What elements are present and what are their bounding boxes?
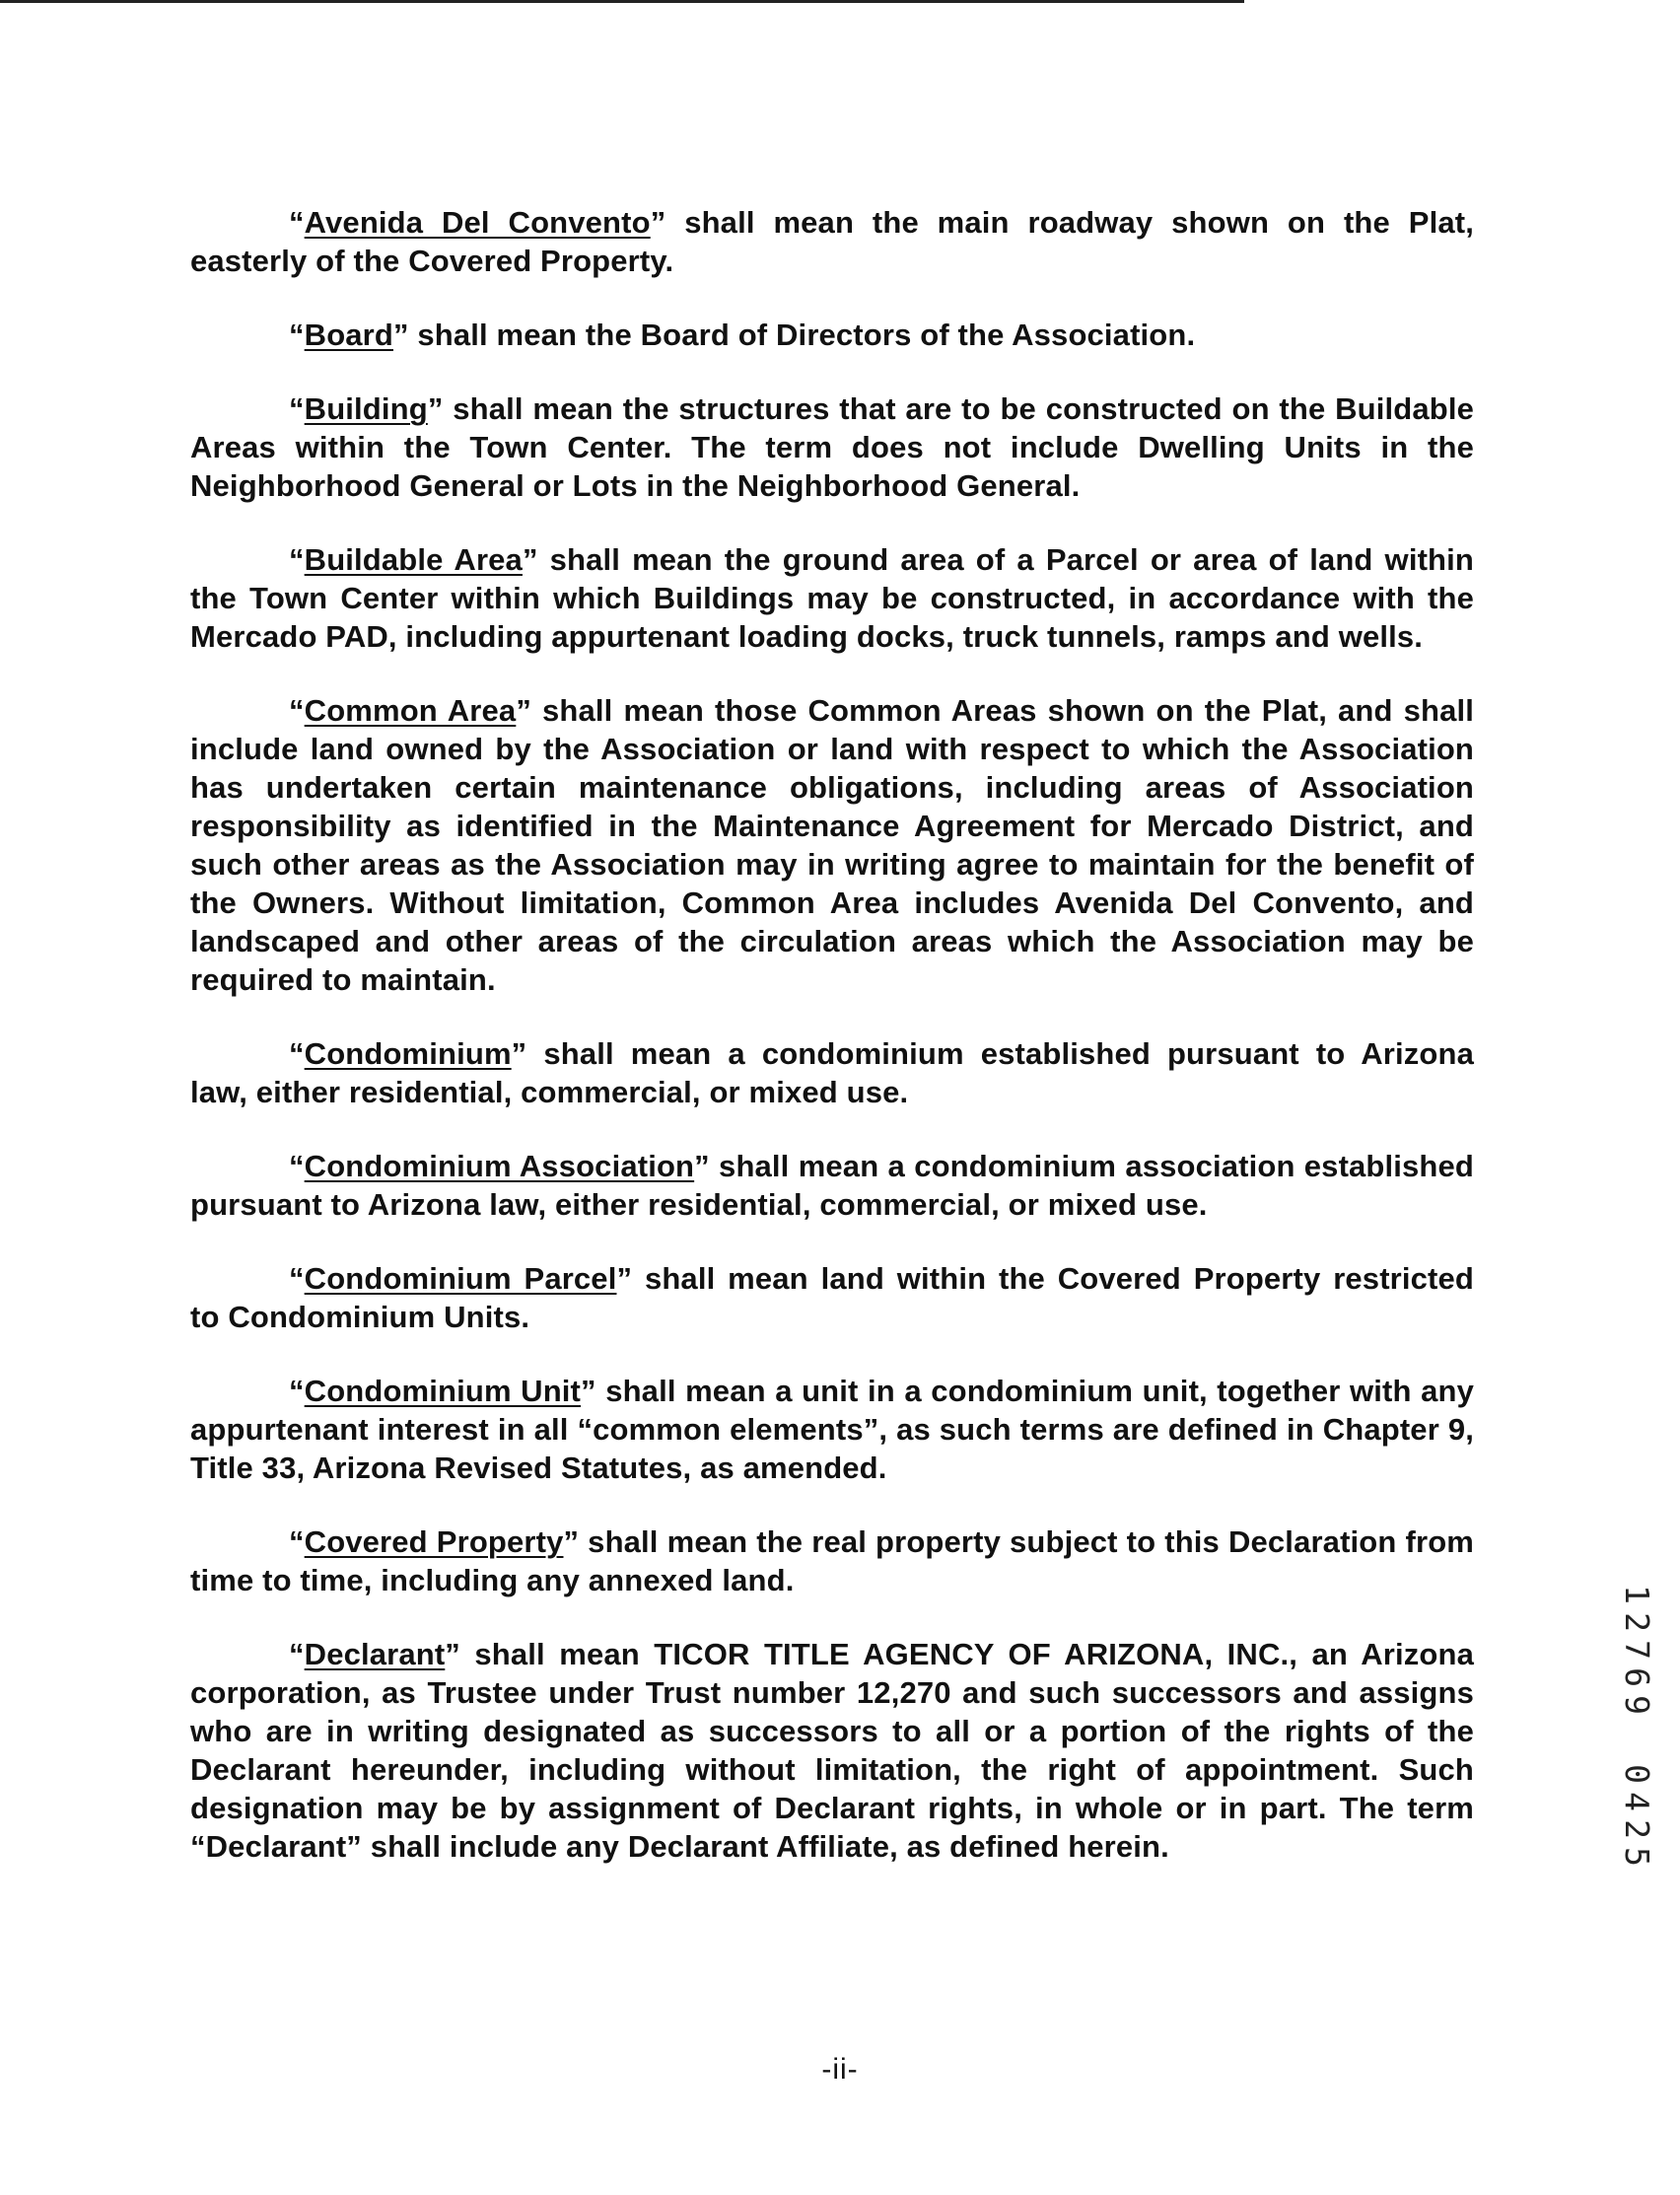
top-border-line	[0, 0, 1244, 3]
definition-covered-property: “Covered Property” shall mean the real property subject to this Declaration from time to time, including any annexed land.	[190, 1524, 1475, 1597]
definition-condominium-association: “Condominium Association” shall mean a condominium association established pursuant to Arizona law, either residential, commercial, or mixed use.	[190, 1149, 1474, 1222]
definition-text: shall mean a condominium association established pursuant to Arizona law, either residential, commercial, or mixed use.	[190, 1149, 1474, 1222]
recording-stamp-part-1	[1617, 1581, 1656, 1719]
definition-text: shall mean the Board of Directors of the Association.	[408, 318, 1196, 352]
definition-condominium: “Condominium” shall mean a condominium established pursuant to Arizona law, either residential, commercial, or mixed use.	[190, 1036, 1474, 1109]
recording-stamp-digit: 6	[1618, 1667, 1656, 1687]
definition-text: shall mean the real property subject to this Declaration from time to time, including any annexed land.	[190, 1524, 1475, 1597]
recording-stamp-digit: 4	[1618, 1792, 1656, 1811]
definition-text: shall mean those Common Areas shown on the Plat, and shall include land owned by the Association or land with respect to which the Association has undertaken certain maintenance obligations, including areas of Association responsibility as identified in the Maintenance Agreement for Mercado District, and such other areas as the Association may in writing agree to maintain for the benefit of the Owners. Without limitation, Common Area includes Avenida Del Convento, and landscaped and other areas of the circulation areas which the Association may be required to maintain.	[190, 693, 1474, 997]
recording-stamp-digit: 0	[1618, 1764, 1656, 1784]
definition-building: “Building” shall mean the structures that are to be constructed on the Buildable Areas within the Town Center. The term does not include Dwelling Units in the Neighborhood General or Lots in the Neighborhood General.	[190, 391, 1474, 503]
definition-text: shall mean a unit in a condominium unit, together with any appurtenant interest in all “common elements”, as such terms are defined in Chapter 9, Title 33, Arizona Revised Statutes, as amended.	[190, 1374, 1474, 1485]
recording-stamp-digit: 2	[1618, 1819, 1656, 1839]
definition-text: shall mean land within the Covered Property restricted to Condominium Units.	[190, 1261, 1474, 1334]
defined-term: Declarant	[304, 1637, 446, 1671]
definition-text: shall mean TICOR TITLE AGENCY OF ARIZONA, INC., an Arizona corporation, as Trustee under Trust number 12,270 and such successors and assigns who are in writing designated as successors to all or a portion of the rights of the Declarant hereunder, including without limitation, the right of appointment. Such designation may be by assignment of Declarant rights, in whole or in part. The term “Declarant” shall include any Declarant Affiliate, as defined herein.	[190, 1637, 1474, 1864]
defined-term: Condominium Unit	[304, 1374, 582, 1408]
defined-term: Covered Property	[304, 1524, 564, 1559]
defined-term: Board	[304, 318, 393, 352]
defined-term: Condominium Parcel	[304, 1261, 617, 1296]
defined-term: Buildable Area	[304, 542, 523, 577]
definition-text: shall mean the structures that are to be constructed on the Buildable Areas within the Town Center. The term does not include Dwelling Units in the Neighborhood General or Lots in the Neighborhood General.	[190, 391, 1474, 503]
definitions-section	[190, 203, 1474, 1901]
defined-term: Common Area	[304, 693, 517, 728]
recording-stamp-digit: 9	[1618, 1695, 1656, 1715]
defined-term: Condominium Association	[304, 1149, 695, 1183]
recording-stamp-digit: 5	[1618, 1847, 1656, 1867]
definition-text: shall mean the main roadway shown on the Plat, easterly of the Covered Property.	[190, 205, 1474, 278]
definition-common-area: “Common Area” shall mean those Common Areas shown on the Plat, and shall include land owned by the Association or land with respect to which the Association has undertaken certain maintenance obligations, including areas of Association responsibility as identified in the Maintenance Agreement for Mercado District, and such other areas as the Association may in writing agree to maintain for the benefit of the Owners. Without limitation, Common Area includes Avenida Del Convento, and landscaped and other areas of the circulation areas which the Association may be required to maintain.	[190, 693, 1474, 997]
definition-text: shall mean the ground area of a Parcel or area of land within the Town Center within which Buildings may be constructed, in accordance with the Mercado PAD, including appurtenant loading docks, truck tunnels, ramps and wells.	[190, 542, 1474, 654]
definition-avenida-del-convento: “Avenida Del Convento” shall mean the main roadway shown on the Plat, easterly of the Covered Property.	[190, 205, 1474, 278]
definition-text: shall mean a condominium established pursuant to Arizona law, either residential, commercial, or mixed use.	[190, 1036, 1474, 1109]
page-number: -ii-	[821, 2053, 859, 2086]
definition-board: “Board” shall mean the Board of Directors of the Association.	[289, 318, 1196, 352]
recording-stamp-digit: 7	[1618, 1640, 1656, 1660]
defined-term: Building	[304, 391, 428, 426]
recording-stamp	[1617, 1581, 1656, 1871]
defined-term: Condominium	[304, 1036, 512, 1071]
defined-term: Avenida Del Convento	[304, 205, 651, 240]
definition-buildable-area: “Buildable Area” shall mean the ground area of a Parcel or area of land within the Town Center within which Buildings may be constructed, in accordance with the Mercado PAD, including appurtenant loading docks, truck tunnels, ramps and wells.	[190, 542, 1474, 654]
recording-stamp-digit: 2	[1618, 1612, 1656, 1632]
recording-stamp-part-2	[1617, 1760, 1656, 1871]
definition-condominium-unit: “Condominium Unit” shall mean a unit in a condominium unit, together with any appurtenant interest in all “common elements”, as such terms are defined in Chapter 9, Title 33, Arizona Revised Statutes, as amended.	[190, 1374, 1474, 1485]
definition-condominium-parcel: “Condominium Parcel” shall mean land within the Covered Property restricted to Condominium Units.	[190, 1261, 1474, 1334]
definition-declarant: “Declarant” shall mean TICOR TITLE AGENCY OF ARIZONA, INC., an Arizona corporation, as Trustee under Trust number 12,270 and such successors and assigns who are in writing designated as successors to all or a portion of the rights of the Declarant hereunder, including without limitation, the right of appointment. Such designation may be by assignment of Declarant rights, in whole or in part. The term “Declarant” shall include any Declarant Affiliate, as defined herein.	[190, 1637, 1474, 1864]
recording-stamp-digit: 1	[1618, 1585, 1656, 1604]
